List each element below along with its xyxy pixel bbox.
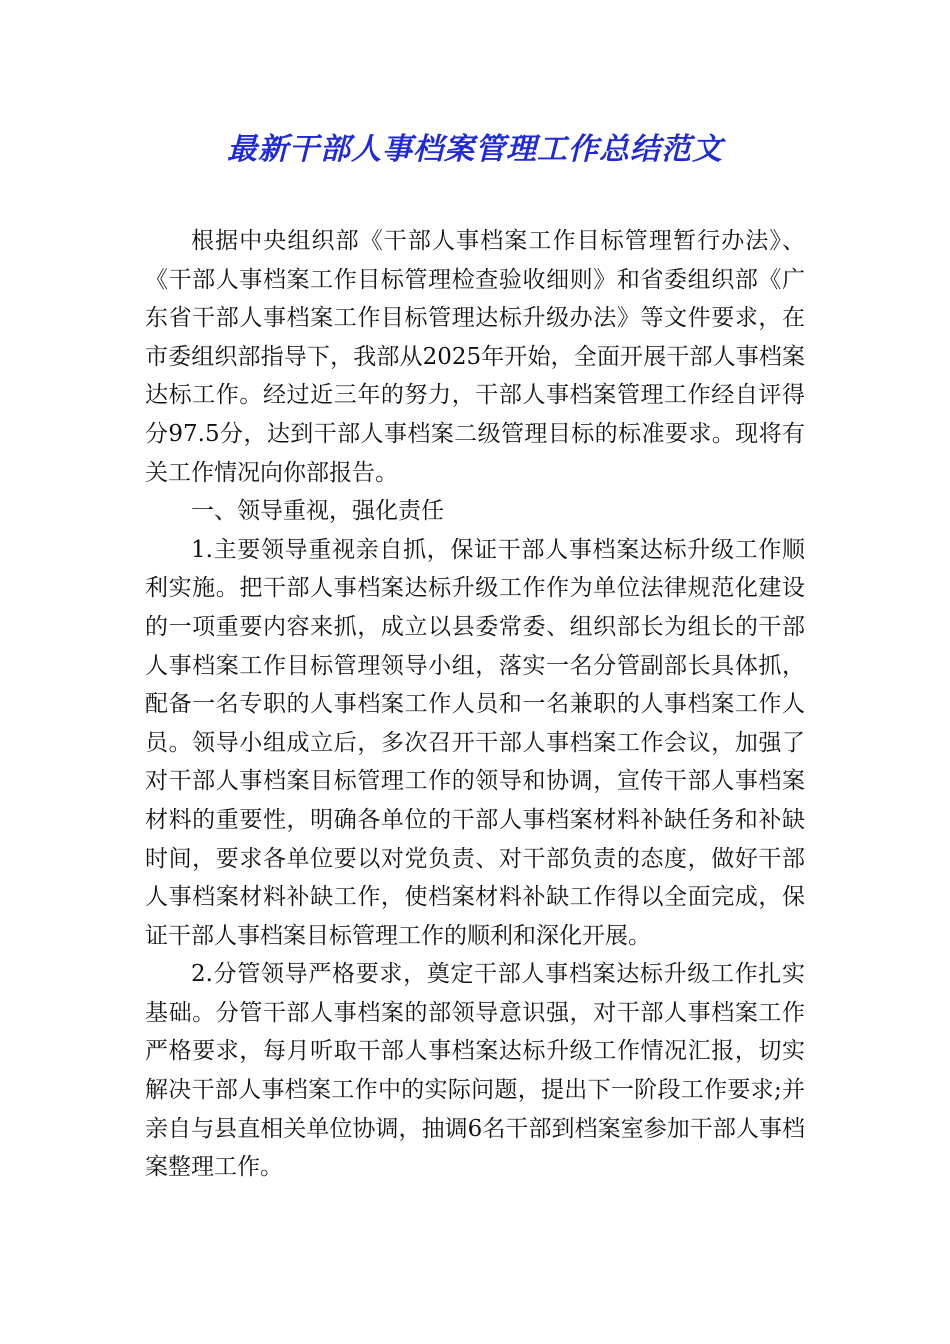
paragraph-item-2: 2.分管领导严格要求，奠定干部人事档案达标升级工作扎实基础。分管干部人事档案的部领导意识强，对干部人事档案工作严格要求，每月听取干部人事档案达标升级工作情况汇报，切实解决干部人事档案工作中的实际问题，提出下一阶段工作要求;并亲自与县直相关单位协调，抽调6名干部到档案室参加干部人事档案整理工作。 [145,961,805,1181]
paragraph-item-1: 1.主要领导重视亲自抓，保证干部人事档案达标升级工作顺利实施。把干部人事档案达标升级工作作为单位法律规范化建设的一项重要内容来抓，成立以县委常委、组织部长为组长的干部人事档案工作目标管理领导小组，落实一名分管副部长具体抓，配备一名专职的人事档案工作人员和一名兼职的人事档案工作人员。领导小组成立后，多次召开干部人事档案工作会议，加强了对干部人事档案目标管理工作的领导和协调，宣传干部人事档案材料的重要性，明确各单位的干部人事档案材料补缺任务和补缺时间，要求各单位要以对党负责、对干部负责的态度，做好干部人事档案材料补缺工作，使档案材料补缺工作得以全面完成，保证干部人事档案目标管理工作的顺利和深化开展。 [145,536,805,949]
paragraph-intro: 根据中央组织部《干部人事档案工作目标管理暂行办法》、《干部人事档案工作目标管理检查验收细则》和省委组织部《广东省干部人事档案工作目标管理达标升级办法》等文件要求，在市委组织部指导下，我部从2025年开始，全面开展干部人事档案达标工作。经过近三年的努力，干部人事档案管理工作经自评得分97.5分，达到干部人事档案二级管理目标的标准要求。现将有关工作情况向你部报告。 [145,228,805,486]
document-body [145,222,805,1187]
section-heading-1: 一、领导重视，强化责任 [191,498,444,525]
document-title: 最新干部人事档案管理工作总结范文 [227,132,723,167]
